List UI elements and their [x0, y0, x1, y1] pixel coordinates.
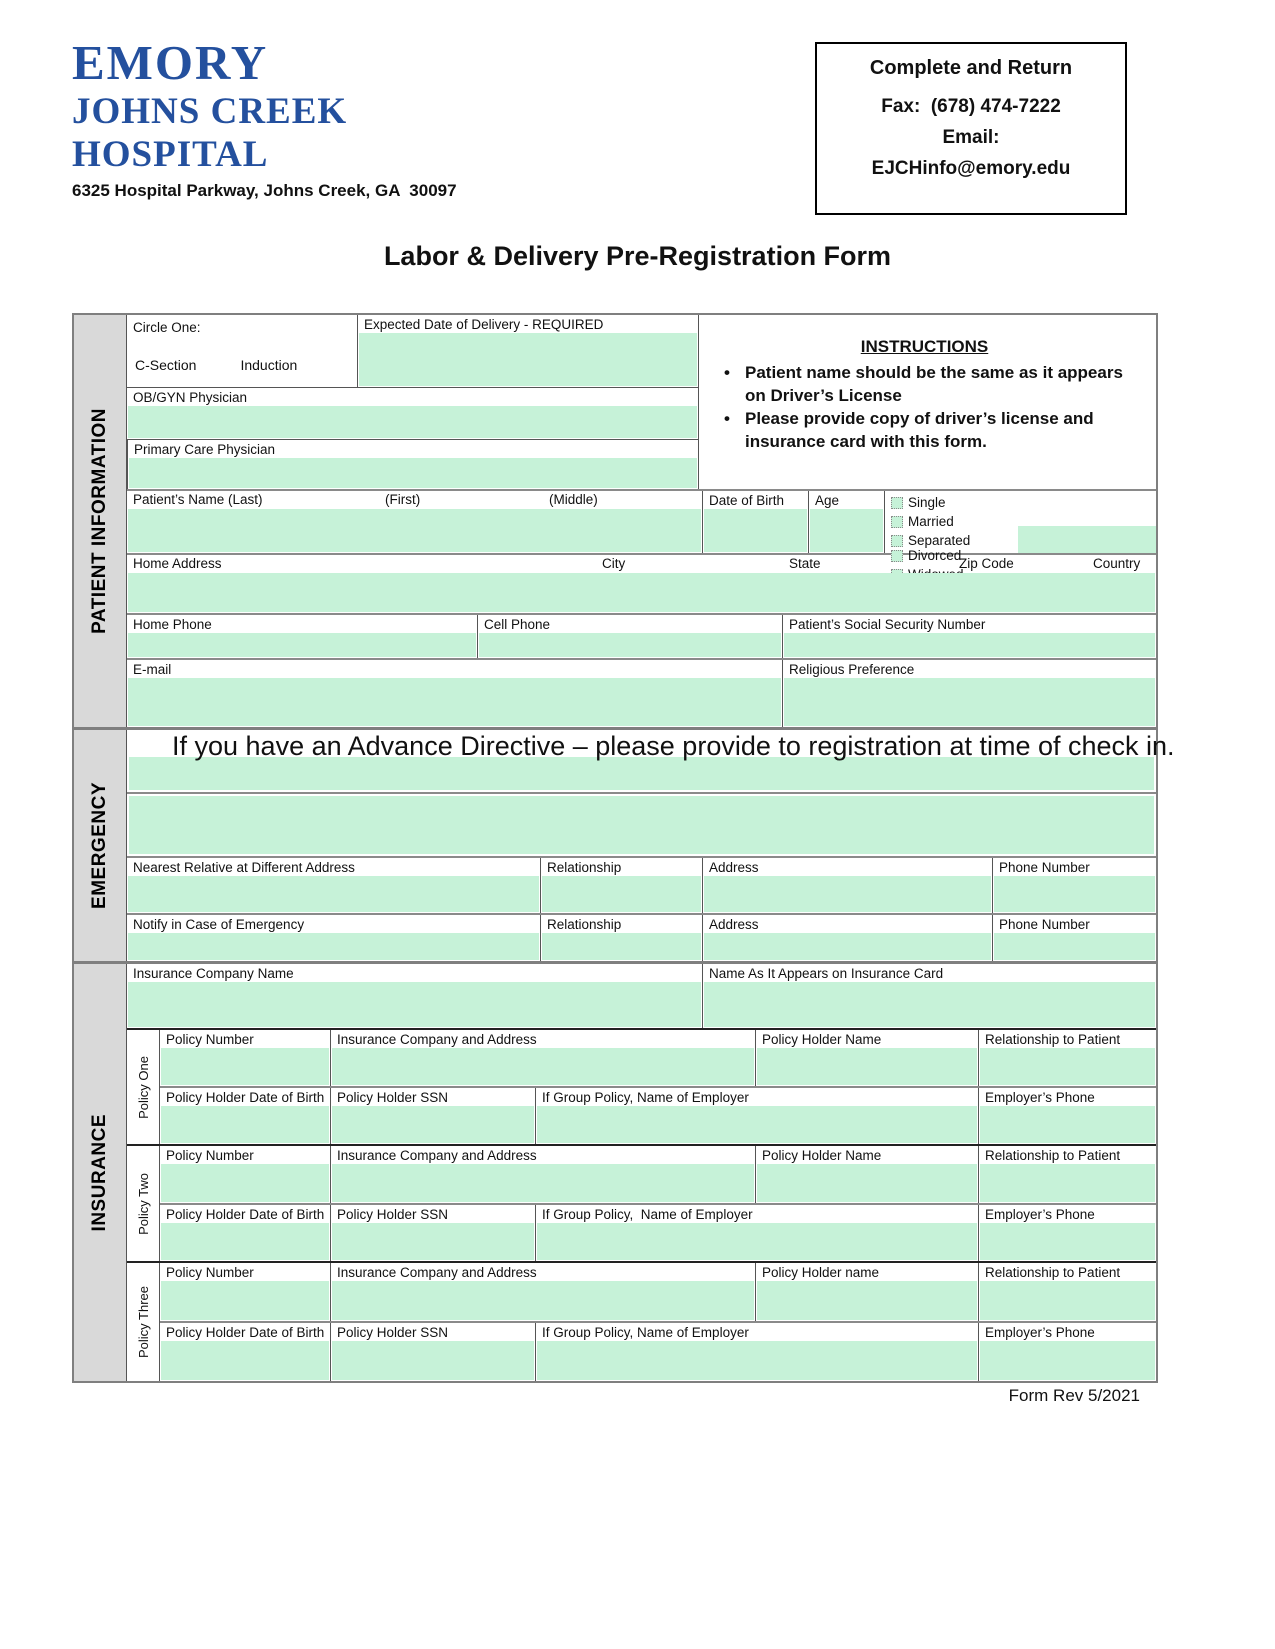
- emergency-content: [127, 730, 1175, 961]
- home-address-field[interactable]: [128, 573, 1155, 612]
- insurance-content: [127, 964, 1156, 1381]
- employer-phone-cell: [978, 1088, 1156, 1144]
- hospital-logo: [72, 36, 347, 176]
- policy-one-row-1: [160, 1030, 1156, 1086]
- circle-one-cell: [127, 315, 357, 387]
- pcp-cell: [127, 439, 698, 489]
- home-address-row: [127, 553, 1156, 613]
- ssn-field[interactable]: [784, 633, 1155, 657]
- logo-line-2: JOHNS CREEK: [72, 91, 348, 132]
- obgyn-field[interactable]: [128, 406, 697, 438]
- dob-cell: [702, 491, 808, 553]
- emergency-section: [74, 727, 1175, 961]
- policy-number-cell: [160, 1146, 330, 1203]
- patient-info-top-left: [127, 315, 699, 489]
- relationship-to-patient-label: Relationship to Patient: [985, 1265, 1121, 1280]
- ssn-cell: [782, 615, 1156, 658]
- insurance-company-address-cell: [330, 1263, 755, 1321]
- notify-address-cell: [702, 915, 992, 961]
- group-policy-employer-label: If Group Policy, Name of Employer: [542, 1090, 749, 1105]
- employer-phone-cell: [978, 1323, 1156, 1381]
- policy-holder-dob-cell: [160, 1088, 330, 1144]
- policy-holder-ssn-cell: [330, 1088, 535, 1144]
- policy2-relationship-field[interactable]: [980, 1164, 1155, 1202]
- policy-one-strip: [127, 1030, 160, 1144]
- policy-holder-ssn-label: Policy Holder SSN: [337, 1206, 449, 1222]
- nearest-relative-row: [127, 856, 1156, 913]
- marital-option-married: [891, 514, 995, 529]
- relationship-to-patient-cell: [978, 1263, 1156, 1321]
- policy1-holder-name-field[interactable]: [757, 1048, 977, 1085]
- emergency-block-row: [127, 792, 1156, 856]
- instruction-text-2: Please provide copy of driver’s license and insurance card with this form.: [745, 409, 1094, 451]
- employer-phone-label: Employer’s Phone: [985, 1090, 1095, 1105]
- policy2-company-address-field[interactable]: [332, 1164, 754, 1202]
- name-middle-label: (Middle): [549, 492, 598, 507]
- pre-registration-form: [72, 313, 1175, 1383]
- policy2-holder-ssn-field[interactable]: [332, 1223, 534, 1261]
- patient-info-top-rows: [127, 315, 1156, 489]
- policy-holder-ssn-cell: [330, 1205, 535, 1262]
- age-cell: [808, 491, 884, 553]
- insurance-card-name-label: Name As It Appears on Insurance Card: [709, 966, 944, 981]
- form-revision: Form Rev 5/2021: [1008, 1386, 1140, 1405]
- marital-option-separated: [891, 533, 995, 548]
- nearest-relative-address-cell: [702, 858, 992, 913]
- policy-holder-dob-label: Policy Holder Date of Birth: [166, 1090, 325, 1105]
- employer-phone-label: Employer’s Phone: [985, 1206, 1095, 1222]
- policy-holder-name-cell: [755, 1030, 978, 1086]
- complete-and-return-box: [815, 42, 1127, 215]
- marital-extra-field[interactable]: [1018, 526, 1156, 553]
- policy2-holder-name-field[interactable]: [757, 1164, 977, 1202]
- notify-name-field[interactable]: [128, 933, 539, 960]
- policy-number-label: Policy Number: [166, 1032, 254, 1047]
- policy-two-group: [127, 1144, 1156, 1261]
- policy-number-cell: [160, 1263, 330, 1321]
- policy-three-strip: [127, 1263, 160, 1381]
- single-checkbox[interactable]: [891, 497, 903, 509]
- phone-number-label: Phone Number: [999, 860, 1090, 875]
- policy2-number-field[interactable]: [161, 1164, 329, 1202]
- policy3-relationship-field[interactable]: [980, 1281, 1155, 1320]
- group-policy-employer-label: If Group Policy, Name of Employer: [542, 1206, 753, 1222]
- cell-phone-field[interactable]: [479, 633, 781, 657]
- c-section-option[interactable]: C-Section: [135, 357, 197, 373]
- married-label: Married: [908, 514, 954, 529]
- state-label: State: [789, 556, 821, 571]
- religion-cell: [782, 660, 1156, 727]
- nearest-relative-phone-field[interactable]: [994, 876, 1155, 912]
- separated-checkbox[interactable]: [891, 535, 903, 547]
- married-checkbox[interactable]: [891, 516, 903, 528]
- nearest-relative-phone-cell: [992, 858, 1156, 913]
- relationship-to-patient-label: Relationship to Patient: [985, 1032, 1121, 1047]
- policy1-holder-ssn-field[interactable]: [332, 1106, 534, 1143]
- policy-three-grid: [160, 1263, 1156, 1381]
- emergency-label: EMERGENCY: [89, 782, 110, 909]
- nearest-relative-name-field[interactable]: [128, 876, 539, 912]
- induction-option[interactable]: Induction: [240, 357, 298, 373]
- advance-directive-text: If you have an Advance Directive – please provide to registration at time of check in.: [172, 731, 1175, 761]
- policy-holder-dob-cell: [160, 1323, 330, 1381]
- bullet-icon: •: [724, 409, 730, 428]
- city-label: City: [602, 556, 626, 571]
- nearest-relative-relationship-cell: [540, 858, 702, 913]
- email-field-label: E-mail: [133, 662, 172, 677]
- home-phone-cell: [127, 615, 477, 658]
- relationship-to-patient-cell: [978, 1030, 1156, 1086]
- notify-relationship-field[interactable]: [542, 933, 701, 960]
- instruction-bullet-2: [709, 407, 1140, 453]
- expected-date-field[interactable]: [359, 333, 697, 386]
- country-label: Country: [1093, 556, 1141, 571]
- policy-two-row-2: [160, 1203, 1156, 1262]
- policy3-company-address-field[interactable]: [332, 1281, 754, 1320]
- policy-two-row-1: [160, 1146, 1156, 1203]
- page-title: Labor & Delivery Pre-Registration Form: [383, 241, 892, 271]
- religion-label: Religious Preference: [789, 662, 915, 677]
- notify-address-field[interactable]: [704, 933, 991, 960]
- policy-two-grid: [160, 1146, 1156, 1261]
- insurance-card-name-cell: [702, 964, 1156, 1028]
- patient-name-labels: [127, 491, 702, 509]
- policy1-company-address-field[interactable]: [332, 1048, 754, 1085]
- relationship-label: Relationship: [547, 917, 622, 932]
- policy2-employer-field[interactable]: [537, 1223, 977, 1261]
- notify-name-cell: [127, 915, 540, 961]
- separated-label: Separated: [908, 533, 971, 548]
- policy2-holder-dob-field[interactable]: [161, 1223, 329, 1261]
- policy-holder-name-label: Policy Holder Name: [762, 1148, 882, 1163]
- instruction-bullet-1: [709, 361, 1140, 407]
- patient-information-content: [127, 315, 1156, 727]
- policy1-number-field[interactable]: [161, 1048, 329, 1085]
- patient-information-label: PATIENT INFORMATION: [89, 408, 110, 634]
- emergency-extra-field[interactable]: [129, 796, 1154, 854]
- policy-number-cell: [160, 1030, 330, 1086]
- relationship-to-patient-label: Relationship to Patient: [985, 1148, 1121, 1163]
- policy-number-label: Policy Number: [166, 1148, 254, 1163]
- insurance-sidebar: [74, 964, 127, 1381]
- policy3-number-field[interactable]: [161, 1281, 329, 1320]
- dob-label: Date of Birth: [709, 493, 785, 508]
- obgyn-cell: [127, 387, 698, 439]
- group-policy-employer-label: If Group Policy, Name of Employer: [542, 1325, 749, 1340]
- home-phone-field[interactable]: [128, 633, 476, 657]
- logo-line-1: EMORY: [72, 35, 269, 90]
- policy3-holder-name-field[interactable]: [757, 1281, 977, 1320]
- relationship-label: Relationship: [547, 860, 622, 875]
- notify-label: Notify in Case of Emergency: [133, 917, 305, 932]
- insurance-label: INSURANCE: [89, 1113, 110, 1232]
- policy-two-strip: [127, 1146, 160, 1261]
- phone-number-label: Phone Number: [999, 917, 1090, 932]
- address-label: Address: [709, 917, 759, 932]
- email-label: Email:: [942, 127, 1000, 148]
- group-policy-employer-cell: [535, 1088, 978, 1144]
- obgyn-label: OB/GYN Physician: [133, 390, 248, 405]
- policy-number-label: Policy Number: [166, 1265, 254, 1280]
- logo-line-3: HOSPITAL: [72, 134, 269, 175]
- policy-one-strip-label: Policy One: [135, 1055, 151, 1119]
- contact-heading: Complete and Return: [869, 57, 1073, 79]
- policy-holder-ssn-label: Policy Holder SSN: [337, 1325, 449, 1340]
- insurance-company-address-label: Insurance Company and Address: [337, 1032, 537, 1047]
- cell-phone-label: Cell Phone: [484, 617, 551, 632]
- insurance-company-address-cell: [330, 1146, 755, 1203]
- name-row: [127, 489, 1156, 563]
- email-cell: [127, 660, 782, 727]
- policy1-relationship-field[interactable]: [980, 1048, 1155, 1085]
- address-label: Address: [709, 860, 759, 875]
- circle-one-label: Circle One:: [133, 320, 201, 335]
- group-policy-employer-cell: [535, 1205, 978, 1262]
- policy3-employer-field[interactable]: [537, 1341, 977, 1380]
- policy-holder-dob-cell: [160, 1205, 330, 1262]
- circle-one-row: [127, 315, 698, 387]
- cell-phone-cell: [477, 615, 782, 658]
- policy-holder-dob-label: Policy Holder Date of Birth: [166, 1325, 325, 1340]
- employer-phone-cell: [978, 1205, 1156, 1262]
- emergency-sidebar: [74, 730, 127, 961]
- policy1-holder-dob-field[interactable]: [161, 1106, 329, 1143]
- policy2-employer-phone-field[interactable]: [980, 1223, 1155, 1261]
- patient-information-section: [74, 315, 1156, 727]
- policy-two-strip-label: Policy Two: [135, 1172, 151, 1235]
- policy-holder-ssn-label: Policy Holder SSN: [337, 1090, 449, 1105]
- policy-holder-dob-label: Policy Holder Date of Birth: [166, 1206, 325, 1222]
- policy3-holder-dob-field[interactable]: [161, 1341, 329, 1380]
- marital-option-single: [891, 495, 995, 510]
- email-row: [127, 658, 1156, 727]
- divorced-label: Divorced: [908, 548, 962, 563]
- notify-phone-field[interactable]: [994, 933, 1155, 960]
- home-address-label: Home Address: [133, 556, 222, 571]
- policy1-employer-field[interactable]: [537, 1106, 977, 1143]
- zip-code-label: Zip Code: [959, 556, 1014, 571]
- expected-date-cell: [357, 315, 698, 387]
- employer-phone-label: Employer’s Phone: [985, 1325, 1095, 1340]
- bullet-icon: •: [724, 363, 730, 382]
- notify-phone-cell: [992, 915, 1156, 961]
- insurance-company-name-cell: [127, 964, 702, 1028]
- home-address-labels: [127, 555, 1156, 573]
- dob-field[interactable]: [704, 509, 807, 552]
- policy1-employer-phone-field[interactable]: [980, 1106, 1155, 1143]
- policy-three-row-2: [160, 1321, 1156, 1381]
- single-label: Single: [908, 495, 946, 510]
- policy3-holder-ssn-field[interactable]: [332, 1341, 534, 1380]
- policy-three-strip-label: Policy Three: [135, 1285, 151, 1358]
- patient-information-sidebar: [74, 315, 127, 727]
- policy-holder-name-label: Policy Holder Name: [762, 1032, 882, 1047]
- policy-holder-name-cell: [755, 1146, 978, 1203]
- marital-column-1: [891, 495, 995, 548]
- group-policy-employer-cell: [535, 1323, 978, 1381]
- policy-one-grid: [160, 1030, 1156, 1144]
- name-last-label: Patient’s Name (Last): [133, 492, 263, 507]
- fax-number: Fax: (678) 474-7222: [881, 96, 1061, 117]
- notify-relationship-cell: [540, 915, 702, 961]
- expected-date-label: Expected Date of Delivery - REQUIRED: [364, 317, 604, 332]
- nearest-relative-address-field[interactable]: [704, 876, 991, 912]
- name-first-label: (First): [385, 492, 421, 507]
- policy-holder-ssn-cell: [330, 1323, 535, 1381]
- insurance-card-name-field[interactable]: [704, 982, 1155, 1027]
- nearest-relative-relationship-field[interactable]: [542, 876, 701, 912]
- insurance-company-address-label: Insurance Company and Address: [337, 1265, 537, 1280]
- pcp-label: Primary Care Physician: [134, 442, 276, 457]
- age-label: Age: [815, 493, 840, 508]
- nearest-relative-name-cell: [127, 858, 540, 913]
- instructions-box: [699, 315, 1156, 489]
- religious-preference-field[interactable]: [784, 678, 1155, 726]
- policy-holder-name-label: Policy Holder name: [762, 1265, 880, 1280]
- insurance-section: [74, 961, 1156, 1381]
- marital-status-cell: [884, 491, 1156, 563]
- phone-row: [127, 613, 1156, 658]
- policy-three-row-1: [160, 1263, 1156, 1321]
- notify-emergency-row: [127, 913, 1156, 961]
- policy-three-group: [127, 1261, 1156, 1381]
- insurance-company-name-field[interactable]: [128, 982, 701, 1027]
- insurance-company-row: [127, 964, 1156, 1028]
- circle-one-options: [127, 357, 357, 373]
- patient-name-cell: [127, 491, 702, 553]
- policy3-employer-phone-field[interactable]: [980, 1341, 1155, 1380]
- ssn-label: Patient’s Social Security Number: [789, 617, 986, 632]
- email-address: EJCHinfo@emory.edu: [871, 158, 1071, 179]
- hospital-address: 6325 Hospital Parkway, Johns Creek, GA 30097: [72, 181, 457, 200]
- age-field[interactable]: [810, 509, 883, 552]
- insurance-company-address-label: Insurance Company and Address: [337, 1148, 537, 1163]
- instruction-text-1: Patient name should be the same as it appears on Driver’s License: [745, 363, 1123, 405]
- policy-holder-name-cell: [755, 1263, 978, 1321]
- insurance-company-address-cell: [330, 1030, 755, 1086]
- advance-directive-banner: [127, 730, 1175, 792]
- policy-one-group: [127, 1028, 1156, 1144]
- insurance-company-name-label: Insurance Company Name: [133, 966, 294, 981]
- patient-name-field[interactable]: [128, 509, 701, 552]
- nearest-relative-label: Nearest Relative at Different Address: [133, 860, 355, 875]
- instructions-title: INSTRUCTIONS: [860, 337, 989, 356]
- policy-one-row-2: [160, 1086, 1156, 1144]
- home-phone-label: Home Phone: [133, 617, 212, 632]
- home-address-cell: [127, 555, 1156, 613]
- pcp-field[interactable]: [129, 458, 697, 488]
- relationship-to-patient-cell: [978, 1146, 1156, 1203]
- email-field[interactable]: [128, 678, 781, 726]
